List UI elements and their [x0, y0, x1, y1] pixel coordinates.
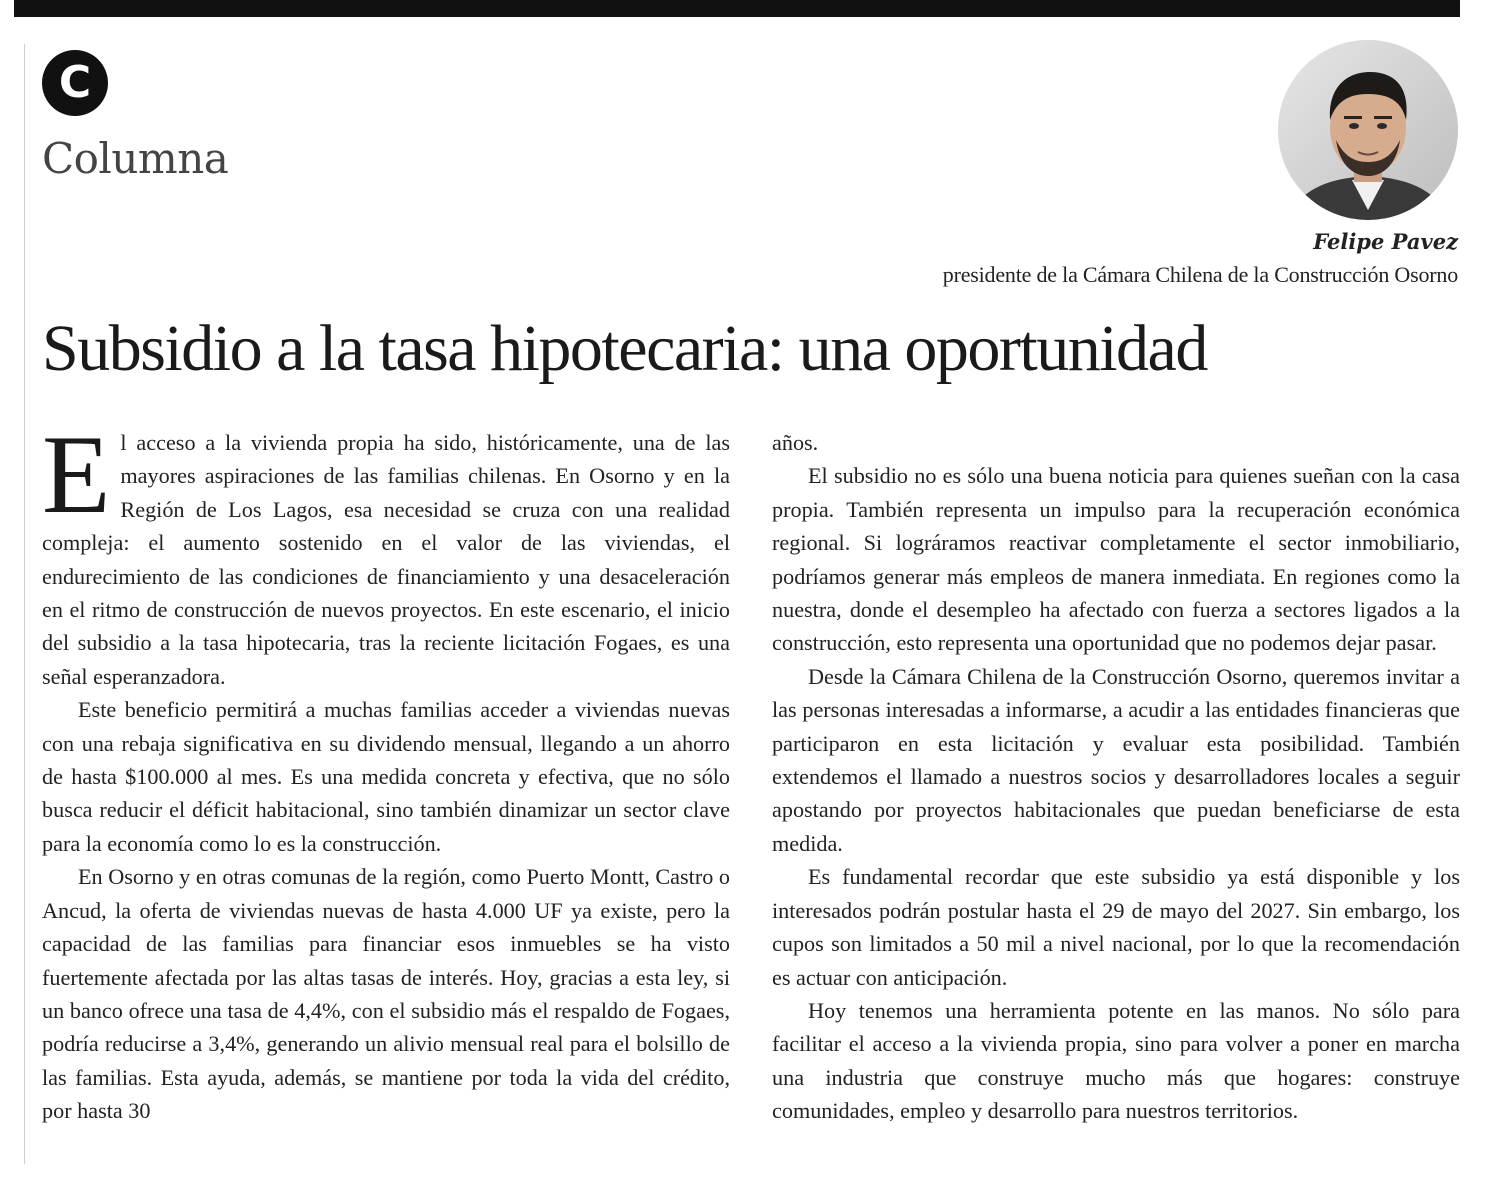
article-paragraph — [42, 413, 730, 693]
author-role: presidente de la Cámara Chilena de la Construcción Osorno — [942, 262, 1458, 287]
article-paragraph: Desde la Cámara Chilena de la Construcción Osorno, queremos invitar a las personas interesadas a informarse, a acudir a las entidades financieras que participaron en esta licitación y evaluar esta posibilidad. También extendemos el llamado a nuestros socios y desarrolladores locales a seguir apostando por proyectos habitacionales que puedan beneficiarse de esta medida. — [772, 663, 1460, 856]
left-rule — [24, 44, 25, 1164]
top-rule — [14, 0, 1460, 17]
section-label: Columna — [42, 134, 229, 183]
paragraph-text: l acceso a la vivienda propia ha sido, históricamente, una de las mayores aspiraciones de las familias chilenas. En Osorno y en la Región de Los Lagos, esa necesidad se cruza con una realidad compleja: el aumento sostenido en el valor de las viviendas, el endurecimiento de las condiciones de financiamiento y una desaceleración en el ritmo de construcción de nuevos proyectos. En este escenario, el inicio del subsidio a la tasa hipotecaria, tras la reciente licitación Fogaes, es una señal esperanzadora. — [42, 430, 730, 689]
article-column-left — [42, 413, 730, 1128]
article-paragraph: Es fundamental recordar que este subsidio ya está disponible y los interesados podrán postular hasta el 29 de mayo del 2027. Sin embargo, los cupos son limitados a 50 mil a nivel nacional, por lo que la recomendación es actuar con anticipación. — [772, 864, 1460, 990]
headline: Subsidio a la tasa hipotecaria: una oportunidad — [42, 312, 1207, 385]
article-paragraph: Este beneficio permitirá a muchas familias acceder a viviendas nuevas con una rebaja significativa en su dividendo mensual, llegando a un ahorro de hasta $100.000 al mes. Es una medida concreta y efectiva, que no sólo busca reducir el déficit habitacional, sino también dinamizar un sector clave para la economía como lo es la construcción. — [42, 697, 730, 856]
author-photo — [1278, 40, 1458, 220]
article-paragraph: En Osorno y en otras comunas de la región, como Puerto Montt, Castro o Ancud, la oferta de viviendas nuevas de hasta 4.000 UF ya existe, pero la capacidad de las familias para financiar esos inmuebles se ha visto fuertemente afectada por las altas tasas de interés. Hoy, gracias a esta ley, si un banco ofrece una tasa de 4,4%, con el subsidio más el respaldo de Fogaes, podría reducirse a 3,4%, generando un alivio mensual real para el bolsillo de las familias. Esta ayuda, además, se mantiene por toda la vida del crédito, por hasta 30 — [42, 864, 730, 1124]
author-name: Felipe Pavez — [1313, 229, 1458, 254]
article-paragraph: Hoy tenemos una herramienta potente en las manos. No sólo para facilitar el acceso a la vivienda propia, sino para volver a poner en marcha una industria que construye mucho más que hogares: construye comunidades, empleo y desarrollo para nuestros territorios. — [772, 997, 1460, 1124]
drop-cap: E — [42, 413, 111, 537]
article-paragraph: El subsidio no es sólo una buena noticia para quienes sueñan con la casa propia. También representa un impulso para la recuperación económica regional. Si lográramos reactivar completamente el sector inmobiliario, podríamos generar más empleos de manera inmediata. En regiones como la nuestra, donde el desempleo ha afectado con fuerza a sectores ligados a la construcción, esto representa una oportunidad que no podemos dejar pasar. — [772, 463, 1460, 656]
section-badge: C — [42, 50, 108, 116]
article-column-right — [772, 426, 1460, 1128]
author-portrait-image — [1278, 40, 1458, 220]
article-paragraph: años. — [772, 430, 819, 455]
